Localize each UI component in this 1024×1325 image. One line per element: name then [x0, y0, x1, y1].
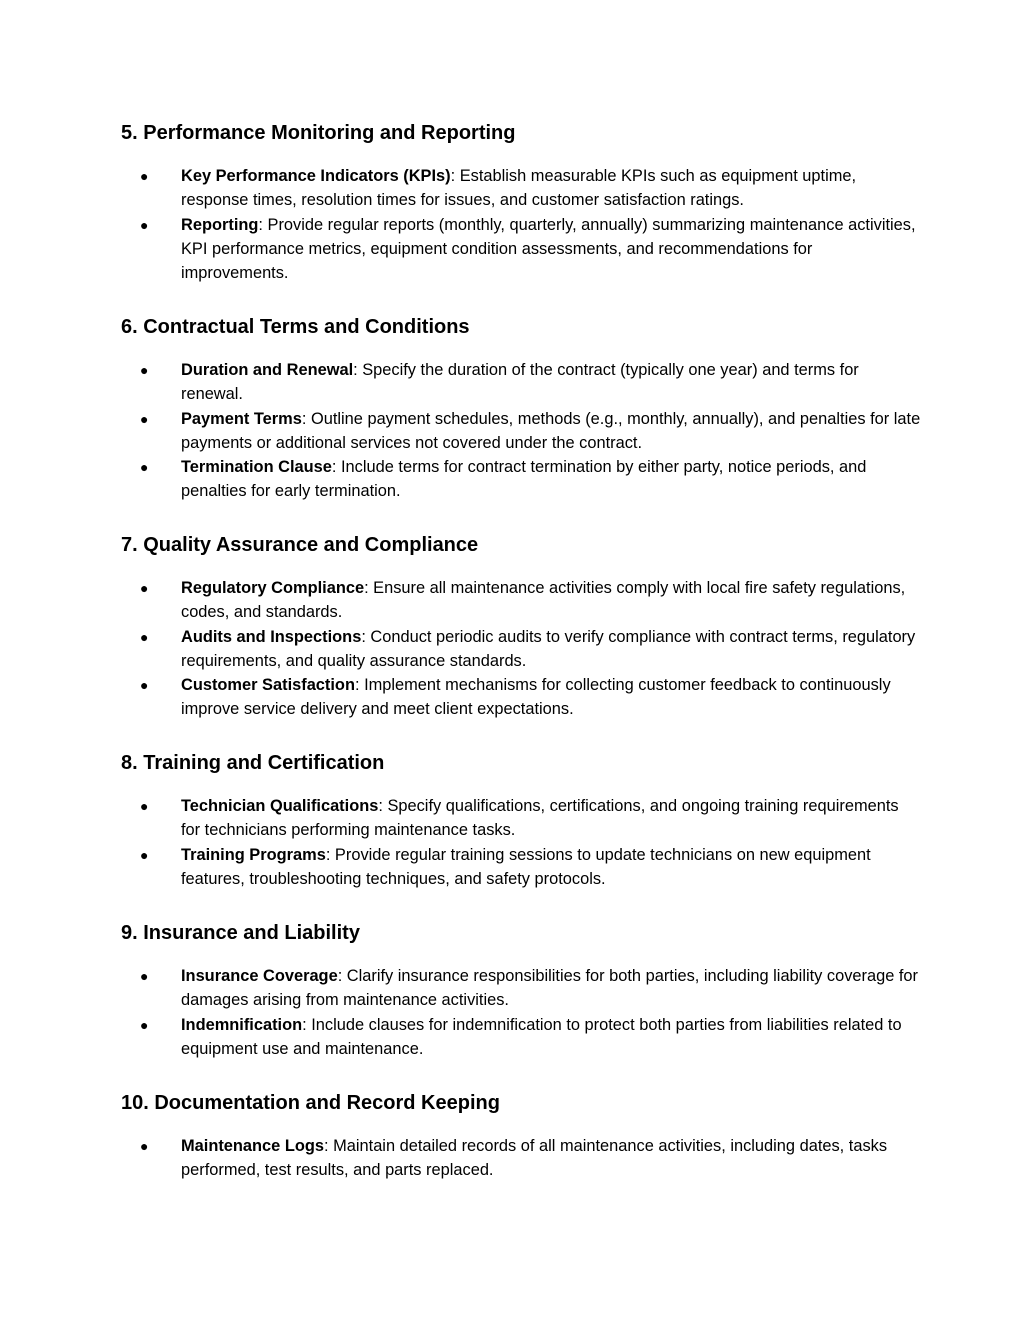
- section-insurance-liability: [121, 918, 921, 1061]
- item-text: : Specify qualifications, certifications, and ongoing training requirements for technicians performing maintenance tasks.: [181, 797, 899, 840]
- item-term: Customer Satisfaction: [181, 676, 355, 695]
- list-item: [121, 455, 921, 504]
- bullet-icon: ●: [140, 1016, 149, 1033]
- bullet-list: [121, 164, 921, 285]
- item-term: Reporting: [181, 215, 259, 234]
- bullet-list: [121, 964, 921, 1061]
- item-term: Training Programs: [181, 845, 326, 864]
- bullet-icon: ●: [140, 459, 149, 476]
- bullet-icon: ●: [140, 410, 149, 427]
- bullet-icon: ●: [140, 362, 149, 378]
- item-text: : Outline payment schedules, methods (e.g., monthly, annually), and penalties for late payments or additional services not covered under the contract.: [181, 409, 921, 452]
- list-item: [121, 1013, 921, 1062]
- bullet-icon: ●: [140, 216, 149, 233]
- item-text: : Implement mechanisms for collecting customer feedback to continuously improve service delivery and meet client expectations.: [181, 676, 891, 719]
- bullet-list: [121, 358, 921, 504]
- item-text: : Maintain detailed records of all maintenance activities, including dates, tasks performed, test results, and parts replaced.: [181, 1137, 888, 1180]
- item-term: Insurance Coverage: [181, 967, 338, 985]
- item-term: Audits and Inspections: [181, 627, 362, 646]
- section-contractual-terms: [121, 312, 921, 504]
- bullet-icon: ●: [140, 677, 149, 694]
- item-text: : Specify the duration of the contract (typically one year) and terms for renewal.: [181, 361, 859, 404]
- section-heading: 10. Documentation and Record Keeping: [121, 1092, 500, 1114]
- bullet-icon: ●: [140, 968, 149, 984]
- item-term: Termination Clause: [181, 458, 332, 477]
- bullet-list: [121, 1134, 921, 1183]
- item-text: : Ensure all maintenance activities comply with local fire safety regulations, codes, and standards.: [181, 579, 906, 622]
- section-heading: 6. Contractual Terms and Conditions: [121, 316, 470, 338]
- item-text: : Conduct periodic audits to verify compliance with contract terms, regulatory requirements, and quality assurance standards.: [181, 627, 916, 670]
- list-item: [121, 164, 921, 213]
- list-item: [121, 964, 921, 1013]
- list-item: [121, 673, 921, 722]
- item-term: Payment Terms: [181, 409, 302, 428]
- list-item: [121, 407, 921, 456]
- item-text: : Establish measurable KPIs such as equipment uptime, response times, resolution times for issues, and customer satisfaction ratings.: [181, 167, 857, 210]
- item-text: : Provide regular reports (monthly, quarterly, annually) summarizing maintenance activities, KPI performance metrics, equipment condition assessments, and recommendations for improvements.: [181, 215, 916, 283]
- section-performance-monitoring: [121, 118, 921, 285]
- section-heading: 8. Training and Certification: [121, 752, 385, 774]
- bullet-icon: ●: [140, 628, 149, 645]
- item-text: : Clarify insurance responsibilities for both parties, including liability coverage for damages arising from maintenance activities.: [181, 967, 919, 1010]
- item-term: Maintenance Logs: [181, 1137, 324, 1155]
- list-item: [121, 625, 921, 674]
- item-text: : Include terms for contract termination by either party, notice periods, and penalties for early termination.: [181, 458, 867, 501]
- list-item: [121, 843, 921, 892]
- bullet-list: [121, 576, 921, 722]
- bullet-icon: ●: [140, 168, 149, 184]
- bullet-icon: ●: [140, 846, 149, 863]
- bullet-icon: ●: [140, 580, 149, 596]
- section-heading: 9. Insurance and Liability: [121, 922, 360, 944]
- bullet-list: [121, 794, 921, 891]
- item-term: Key Performance Indicators (KPIs): [181, 167, 451, 185]
- section-documentation-records: [121, 1088, 921, 1183]
- item-text: : Include clauses for indemnification to protect both parties from liabilities related to equipment use and maintenance.: [181, 1015, 902, 1058]
- section-quality-assurance: [121, 530, 921, 722]
- list-item: [121, 358, 921, 407]
- item-text: : Provide regular training sessions to update technicians on new equipment features, troubleshooting techniques, and safety protocols.: [181, 845, 871, 888]
- list-item: [121, 1134, 921, 1183]
- item-term: Regulatory Compliance: [181, 579, 365, 597]
- item-term: Duration and Renewal: [181, 361, 354, 379]
- item-term: Technician Qualifications: [181, 797, 379, 815]
- list-item: [121, 213, 921, 286]
- bullet-icon: ●: [140, 1138, 149, 1154]
- section-training-certification: [121, 748, 921, 891]
- section-heading: 7. Quality Assurance and Compliance: [121, 534, 479, 556]
- section-heading: 5. Performance Monitoring and Reporting: [121, 122, 516, 144]
- list-item: [121, 794, 921, 843]
- list-item: [121, 576, 921, 625]
- bullet-icon: ●: [140, 798, 149, 814]
- item-term: Indemnification: [181, 1015, 303, 1034]
